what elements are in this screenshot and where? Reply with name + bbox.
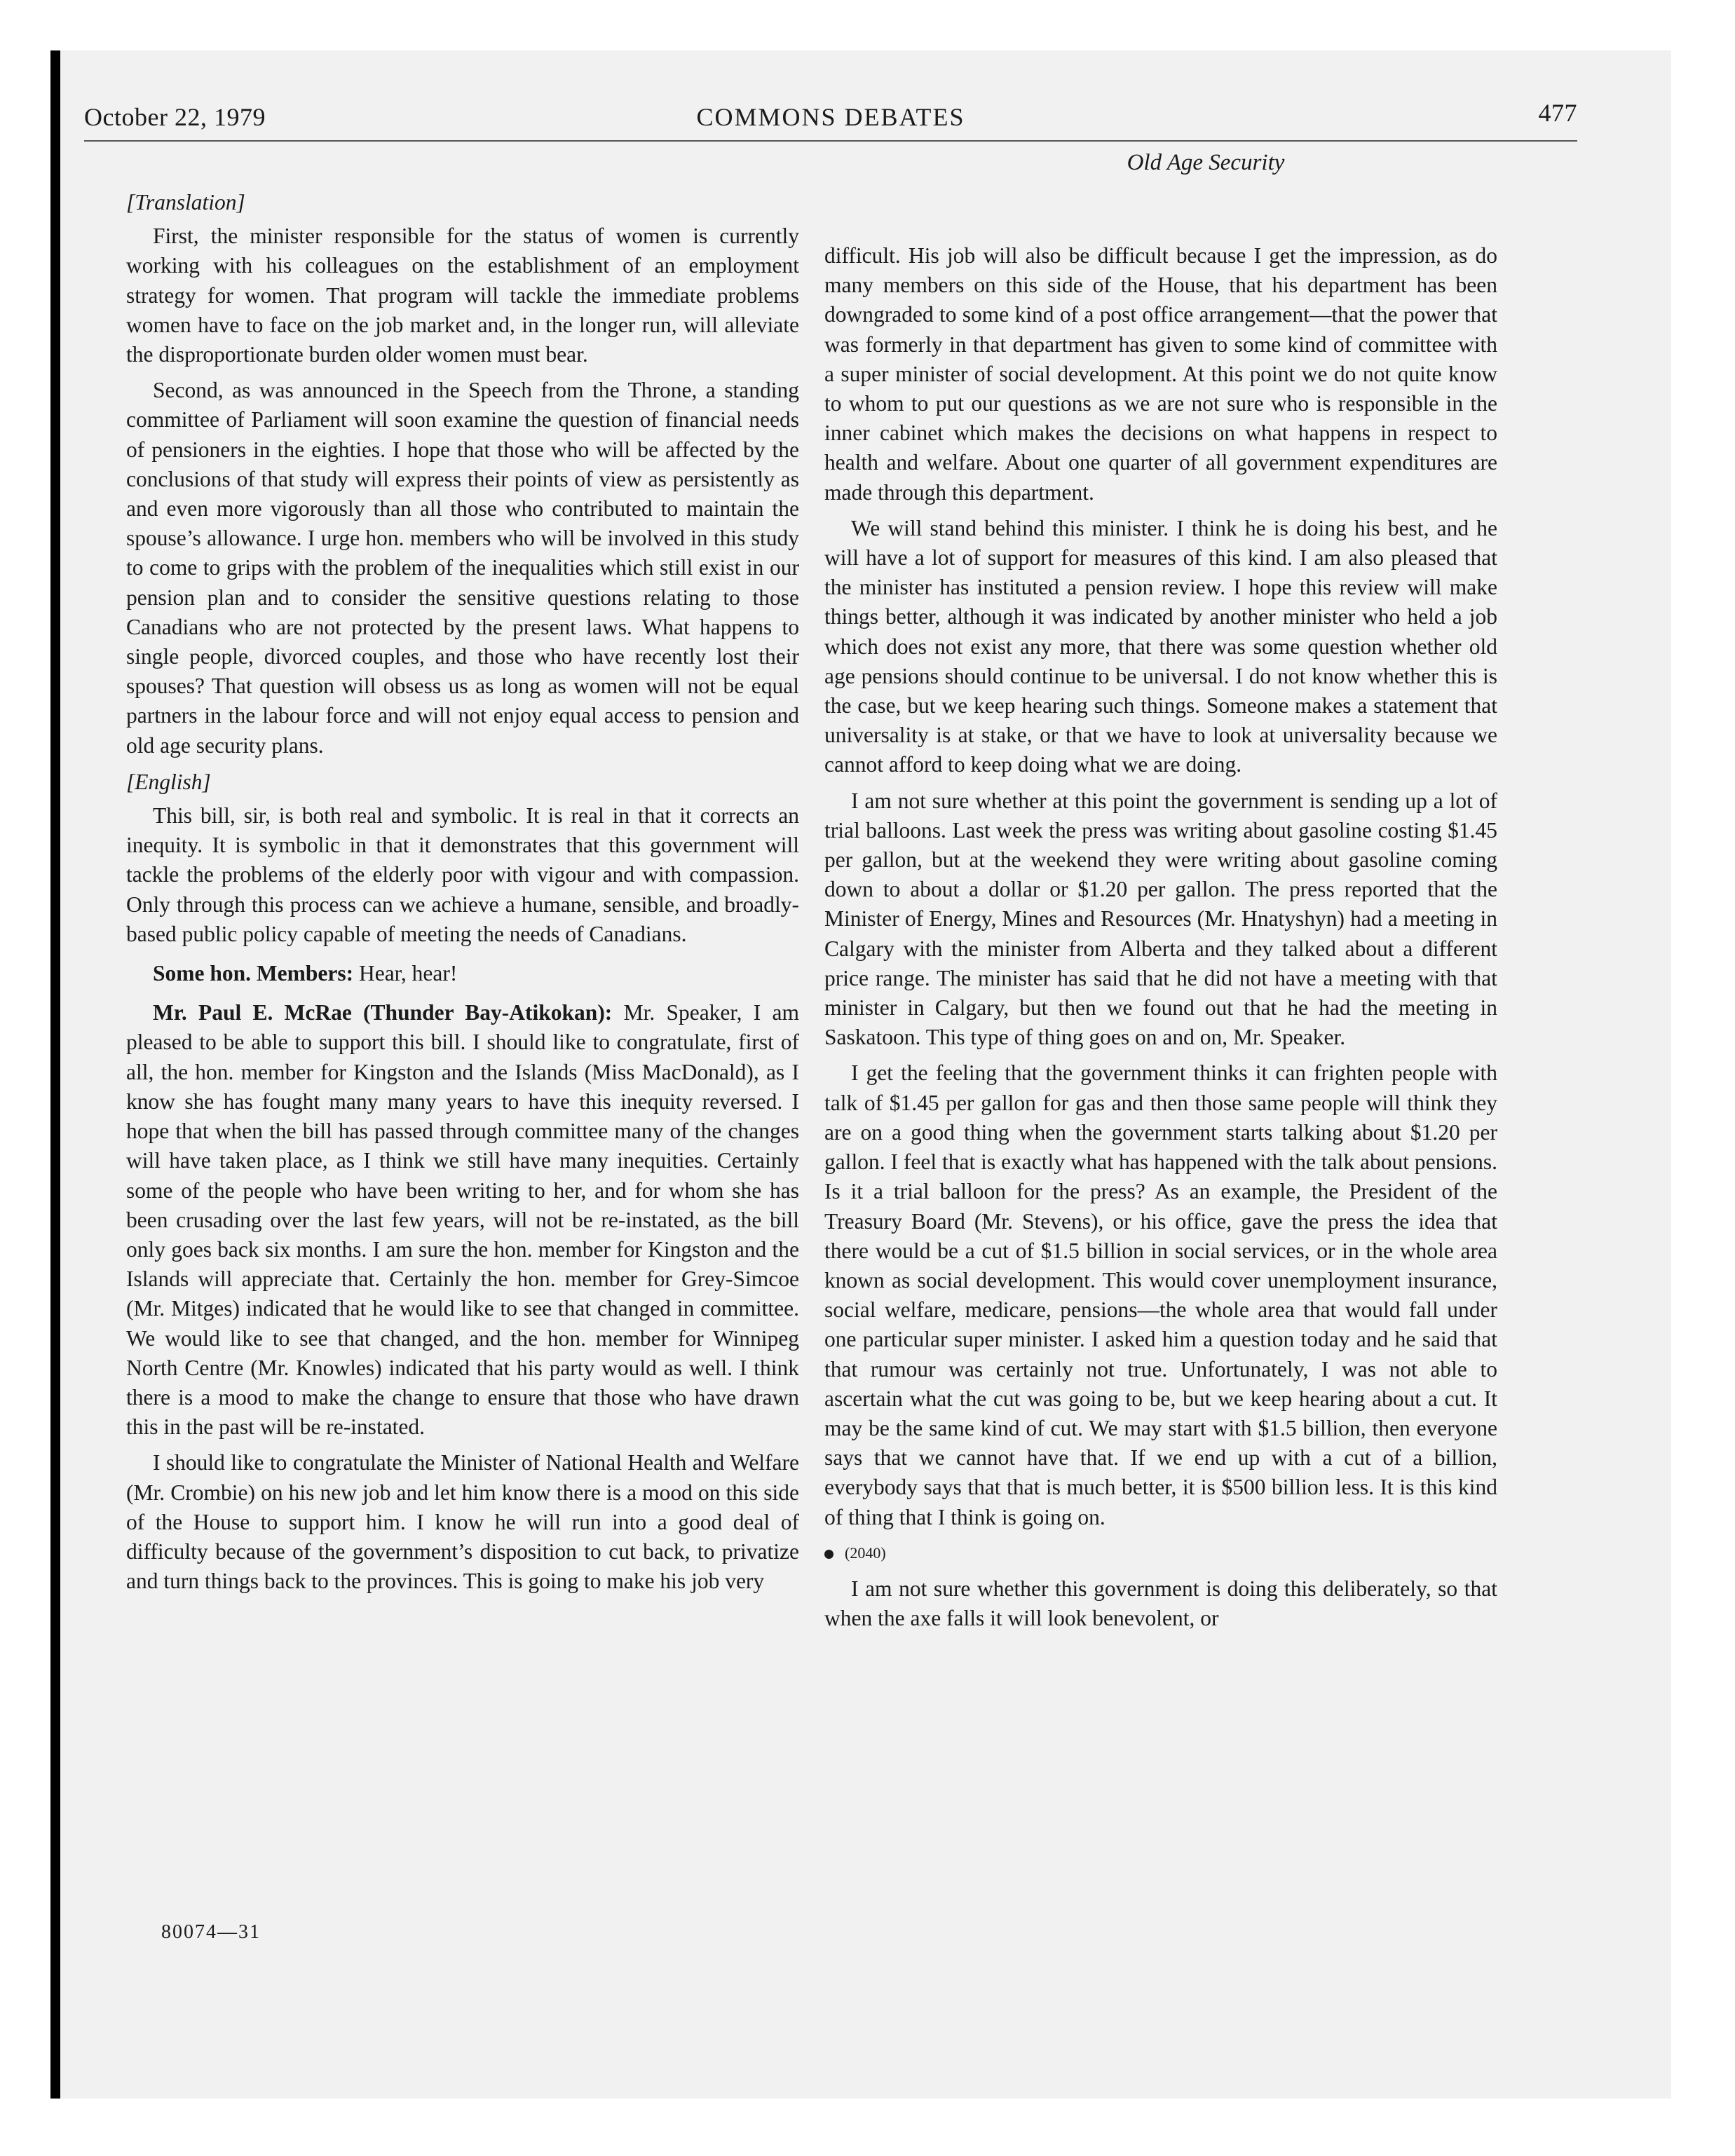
language-tag-translation: [Translation] [126,190,245,214]
paragraph: difficult. His job will also be difficult because I get the impression, as do many members on this side of the House, that his department has been downgraded to some kind of a post office arrangement—that the power that was formerly in that department has given to some kind of committee with a super minister of social development. At this point we do not quite know to whom to put our questions as we are not sure who is responsible in the inner cabinet which makes the decisions on what happens in respect to health and welfare. About one quarter of all government expenditures are made through this department. [824,243,1497,505]
paragraph: I am not sure whether this government is doing this deliberately, so that when the axe falls it will look benevolent, or [824,1576,1497,1631]
bullet-icon [824,1550,834,1559]
scan-left-edge [50,50,60,2099]
speaker-name: Mr. Paul E. McRae (Thunder Bay-Atikokan): [153,1000,613,1025]
paragraph: This bill, sir, is both real and symbolic. It is real in that it corrects an inequity. It is symbolic in that it demonstrates that this government will tackle the problems of the elderly poor with vigour and with compassion. Only through this process can we achieve a humane, sensible, and broadly-based public policy capable of meeting the needs of Canadians. [126,803,799,946]
paragraph: I get the feeling that the government thinks it can frighten people with talk of $1.45 per gallon for gas and then those same people will think they are on a good thing when the government starts talking about $1.20 per gallon. I feel that is exactly what has happened with the talk about pensions. Is it a trial balloon for the press? As an example, the President of the Treasury Board (Mr. Stevens), or his office, gave the press the idea that there would be a cut of $1.5 billion in social services, or in the whole area known as social development. This would cover unemployment insurance, social welfare, medicare, pensions—the whole area that would fall under one particular super minister. I asked him a question today and he said that that rumour was certainly not true. Unfortunately, I was not able to ascertain what the cut was going to be, but we keep hearing about a cut. It may be the same kind of cut. We may start with $1.5 billion, then everyone says that we cannot have that. If we end up with a cut of a billion, everybody says that that is much better, it is $500 billion less. It is this kind of thing that I think is going on. [824,1060,1497,1529]
header-date: October 22, 1979 [84,103,266,131]
paragraph: First, the minister responsible for the status of women is currently working with his colleagues on the establishment of an employment strategy for women. That program will tackle the immediate problems women have to face on the job market and, in the longer run, will alleviate the disproportionate burden older women must bear. [126,224,799,367]
paragraph: We will stand behind this minister. I think he is doing his best, and he will have a lot of support for measures of this kind. I am also pleased that the minister has instituted a pension review. I hope this review will make things better, although it was indicated by another minister who held a job which does not exist any more, that there was some question whether old age pensions should continue to be universal. I do not know whether this is the case, but we keep hearing such things. Someone makes a statement that universality is at stake, or that we have to look at universality because we cannot afford to keep doing what we are doing. [824,515,1497,777]
right-column [824,241,1497,1639]
header-publication: COMMONS DEBATES [696,103,965,131]
paragraph: Second, as was announced in the Speech from the Throne, a standing committee of Parliament will soon examine the question of financial needs of pensioners in the eighties. I hope that those who will be affected by the conclusions of that study will express their points of view as persistently as and even more vigorously than all those who contributed to maintain the spouse’s allowance. I urge hon. members who will be involved in this study to come to grips with the problem of the inequalities which still exist in our pension plan and to consider the sensitive questions relating to those Canadians who are not protected by the present laws. What happens to single people, divorced couples, and those who have recently lost their spouses? That question will obsess us as long as women will not be equal partners in the labour force and will not enjoy equal access to pension and old age security plans. [126,378,799,758]
header-rule [84,140,1577,142]
section-title: Old Age Security [1127,150,1285,175]
running-head [84,99,1577,140]
speaker-name: Some hon. Members: [153,961,354,986]
footer-code: 80074—31 [161,1921,261,1943]
page-number: 477 [1538,99,1577,127]
left-column [126,181,799,1602]
time-marker-text: (2040) [845,1543,886,1562]
speech-paragraph [126,998,799,1442]
paragraph: I am not sure whether at this point the government is sending up a lot of trial balloons. Last week the press was writing about gasoline costing $1.45 per gallon, but at the weekend they were writing about gasoline coming down to about a dollar or $1.20 per gallon. The press reported that the Minister of Energy, Mines and Resources (Mr. Hnatyshyn) had a meeting in Calgary with the minister from Alberta and they talked about a different price range. The minister has said that he did not have a meeting with that minister in Calgary, but then we found out that he had the meeting in Saskatoon. This type of thing goes on and on, Mr. Speaker. [824,788,1497,1050]
speech-text: Mr. Speaker, I am pleased to be able to support this bill. I should like to congratulate, first of all, the hon. member for Kingston and the Islands (Miss MacDonald), as I know she has fought many many years to have this inequity reversed. I hope that when the bill has passed through committee many of the changes will have taken place, as I think we still have many inequities. Certainly some of the people who have been writing to her, and for whom she has been crusading over the last few years, will not be re-instated, as the bill only goes back six months. I am sure the hon. member for Kingston and the Islands will appreciate that. Certainly the hon. member for Grey-Simcoe (Mr. Mitges) indicated that he would like to see that changed in committee. We would like to see that changed, and the hon. member for Winnipeg North Centre (Mr. Knowles) indicated that his party would as well. I think there is a mood to make the change to ensure that those who have drawn this in the past will be re-instated. [126,1000,799,1440]
paragraph: I should like to congratulate the Minister of National Health and Welfare (Mr. Crombie) on his new job and let him know there is a mood on this side of the House to support him. I know he will run into a good deal of difficulty because of the government’s disposition to cut back, to privatize and turn things back to the provinces. This is going to make his job very [126,1450,799,1594]
interjection [126,959,799,988]
time-marker [824,1538,1497,1568]
language-tag-english: [English] [126,769,211,794]
interjection-text: Hear, hear! [358,961,458,986]
